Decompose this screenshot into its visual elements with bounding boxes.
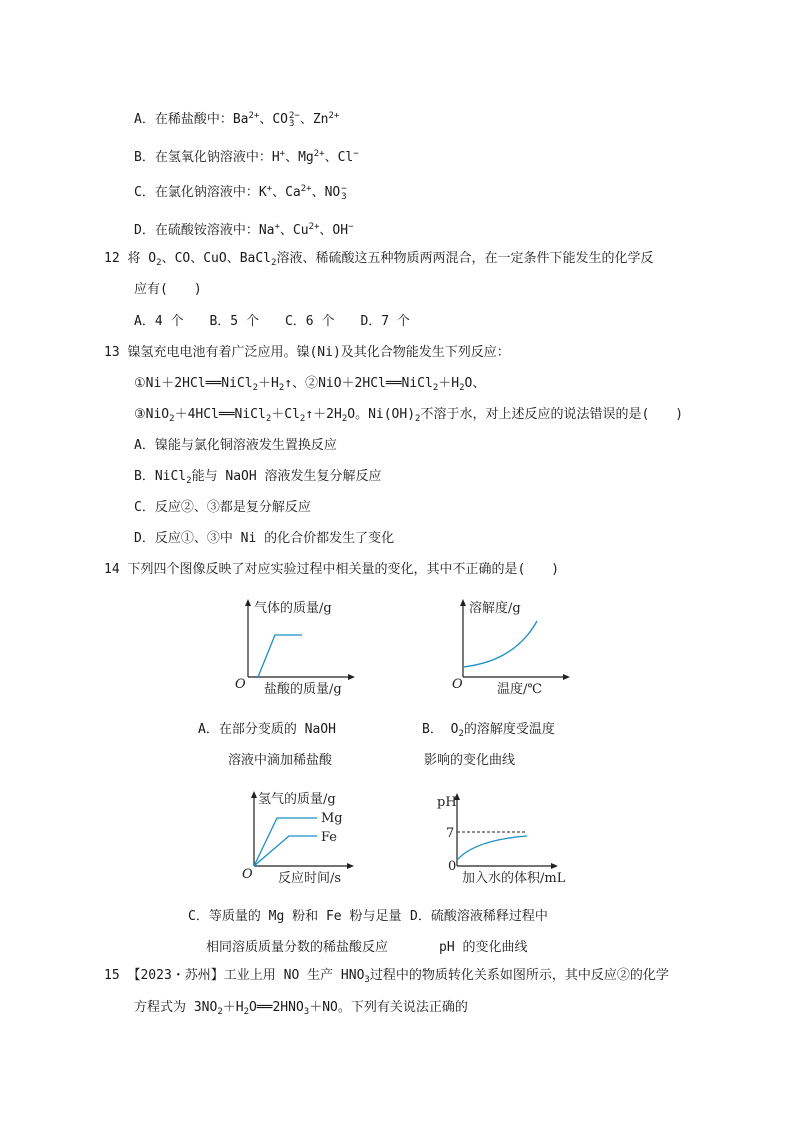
graph-b-origin: O <box>452 677 463 692</box>
graph-a <box>228 595 358 700</box>
option-11-b: B．在氢氧化钠溶液中：H+、$Mg^{2+}$、Cl− <box>134 149 359 165</box>
graph-b-xlabel: 温度/℃ <box>497 682 542 697</box>
option-13-b: B．NiCl$_2$能与 NaOH 溶液发生复分解反应 <box>134 469 382 486</box>
graph-c-origin: O <box>242 867 253 882</box>
graph-a-caption-1: A．在部分变质的 NaOH <box>198 722 336 737</box>
option-11-c: C．在氯化钠溶液中：K+、$Ca^{2+}$、NO− 3 <box>134 183 347 202</box>
graph-b-ylabel: 溶解度/g <box>469 601 521 616</box>
question-12-stem: 12 将 $O_2$、CO、CuO、BaCl$_2$溶液、稀硫酸这五种物质两两混合，在一定条件下能发生的化学反 <box>104 251 654 268</box>
question-13-reactions-2: $③NiO_2+4HCl══NiCl_2+Cl_2↑+2H_2O$。$Ni(OH)_2$不溶于水，对上述反应的说法错误的是( ) <box>134 407 684 424</box>
question-13-reactions-1: $①Ni+2HCl══NiCl_2+H_2↑$、$②NiO+2HCl══NiCl_2+H_2O$、 <box>134 376 486 393</box>
graph-d-tick7: 7 <box>446 826 455 841</box>
question-13-stem: 13 镍氢充电电池有着广泛应用。镍(Ni)及其化合物能发生下列反应： <box>104 345 510 360</box>
graph-d <box>435 786 585 891</box>
question-15-stem: 15 【2023・苏州】工业上用 NO 生产 $HNO_3$过程中的物质转化关系如图所示，其中反应②的化学 <box>104 968 669 985</box>
option-13-d: D．反应①、③中 Ni 的化合价都发生了变化 <box>134 531 395 546</box>
graph-d-ylabel: pH <box>437 795 457 810</box>
graph-a-xlabel: 盐酸的质量/g <box>264 682 342 697</box>
graph-a-ylabel: 气体的质量/g <box>254 601 332 616</box>
option-11-a: A．在稀盐酸中：$Ba^{2+}$、CO2− 3 、$Zn^{2+}$ <box>134 110 340 129</box>
question-12-stem-cont: 应有( ) <box>134 282 202 297</box>
graph-c-mg-curve <box>254 818 317 866</box>
graph-c-ylabel: 氢气的质量/g <box>258 792 336 807</box>
graph-b-caption-2: 影响的变化曲线 <box>424 753 516 768</box>
graph-c-caption-2: 相同溶质质量分数的稀盐酸反应 <box>206 940 389 955</box>
graph-d-origin: 0 <box>448 859 457 874</box>
graph-b-curve <box>463 621 537 667</box>
question-14-stem: 14 下列四个图像反映了对应实验过程中相关量的变化，其中不正确的是( ) <box>104 562 560 577</box>
option-11-d: D．在硫酸铵溶液中：Na+、$Cu^{2+}$、OH− <box>134 222 354 238</box>
graph-c-fe-label: Fe <box>321 830 338 845</box>
question-15-stem-cont: 方程式为 $3NO_2+H_2O══2HNO_3+NO$。下列有关说法正确的 <box>134 1000 468 1017</box>
graph-c-caption-1: C．等质量的 Mg 粉和 Fe 粉与足量 <box>188 909 402 924</box>
graph-b-caption-1: B． $O_2$的溶解度受温度 <box>422 722 555 739</box>
graph-b <box>443 595 573 700</box>
question-12-options: A．4 个 B．5 个 C．6 个 D．7 个 <box>134 314 410 329</box>
graph-c-fe-curve <box>254 836 317 866</box>
graph-d-caption-1: D．硫酸溶液稀释过程中 <box>410 909 548 924</box>
option-13-c: C．反应②、③都是复分解反应 <box>134 500 311 515</box>
graph-c <box>237 786 367 891</box>
graph-a-curve <box>258 635 302 677</box>
graph-a-caption-2: 溶液中滴加稀盐酸 <box>228 753 333 768</box>
graph-d-curve <box>457 836 527 860</box>
graph-d-caption-2: pH 的变化曲线 <box>439 940 528 955</box>
graph-c-mg-label: Mg <box>321 811 343 826</box>
option-13-a: A．镍能与氯化铜溶液发生置换反应 <box>134 438 337 453</box>
graph-c-xlabel: 反应时间/s <box>278 871 342 886</box>
graph-d-xlabel: 加入水的体积/mL <box>462 871 566 886</box>
graph-a-origin: O <box>235 677 246 692</box>
